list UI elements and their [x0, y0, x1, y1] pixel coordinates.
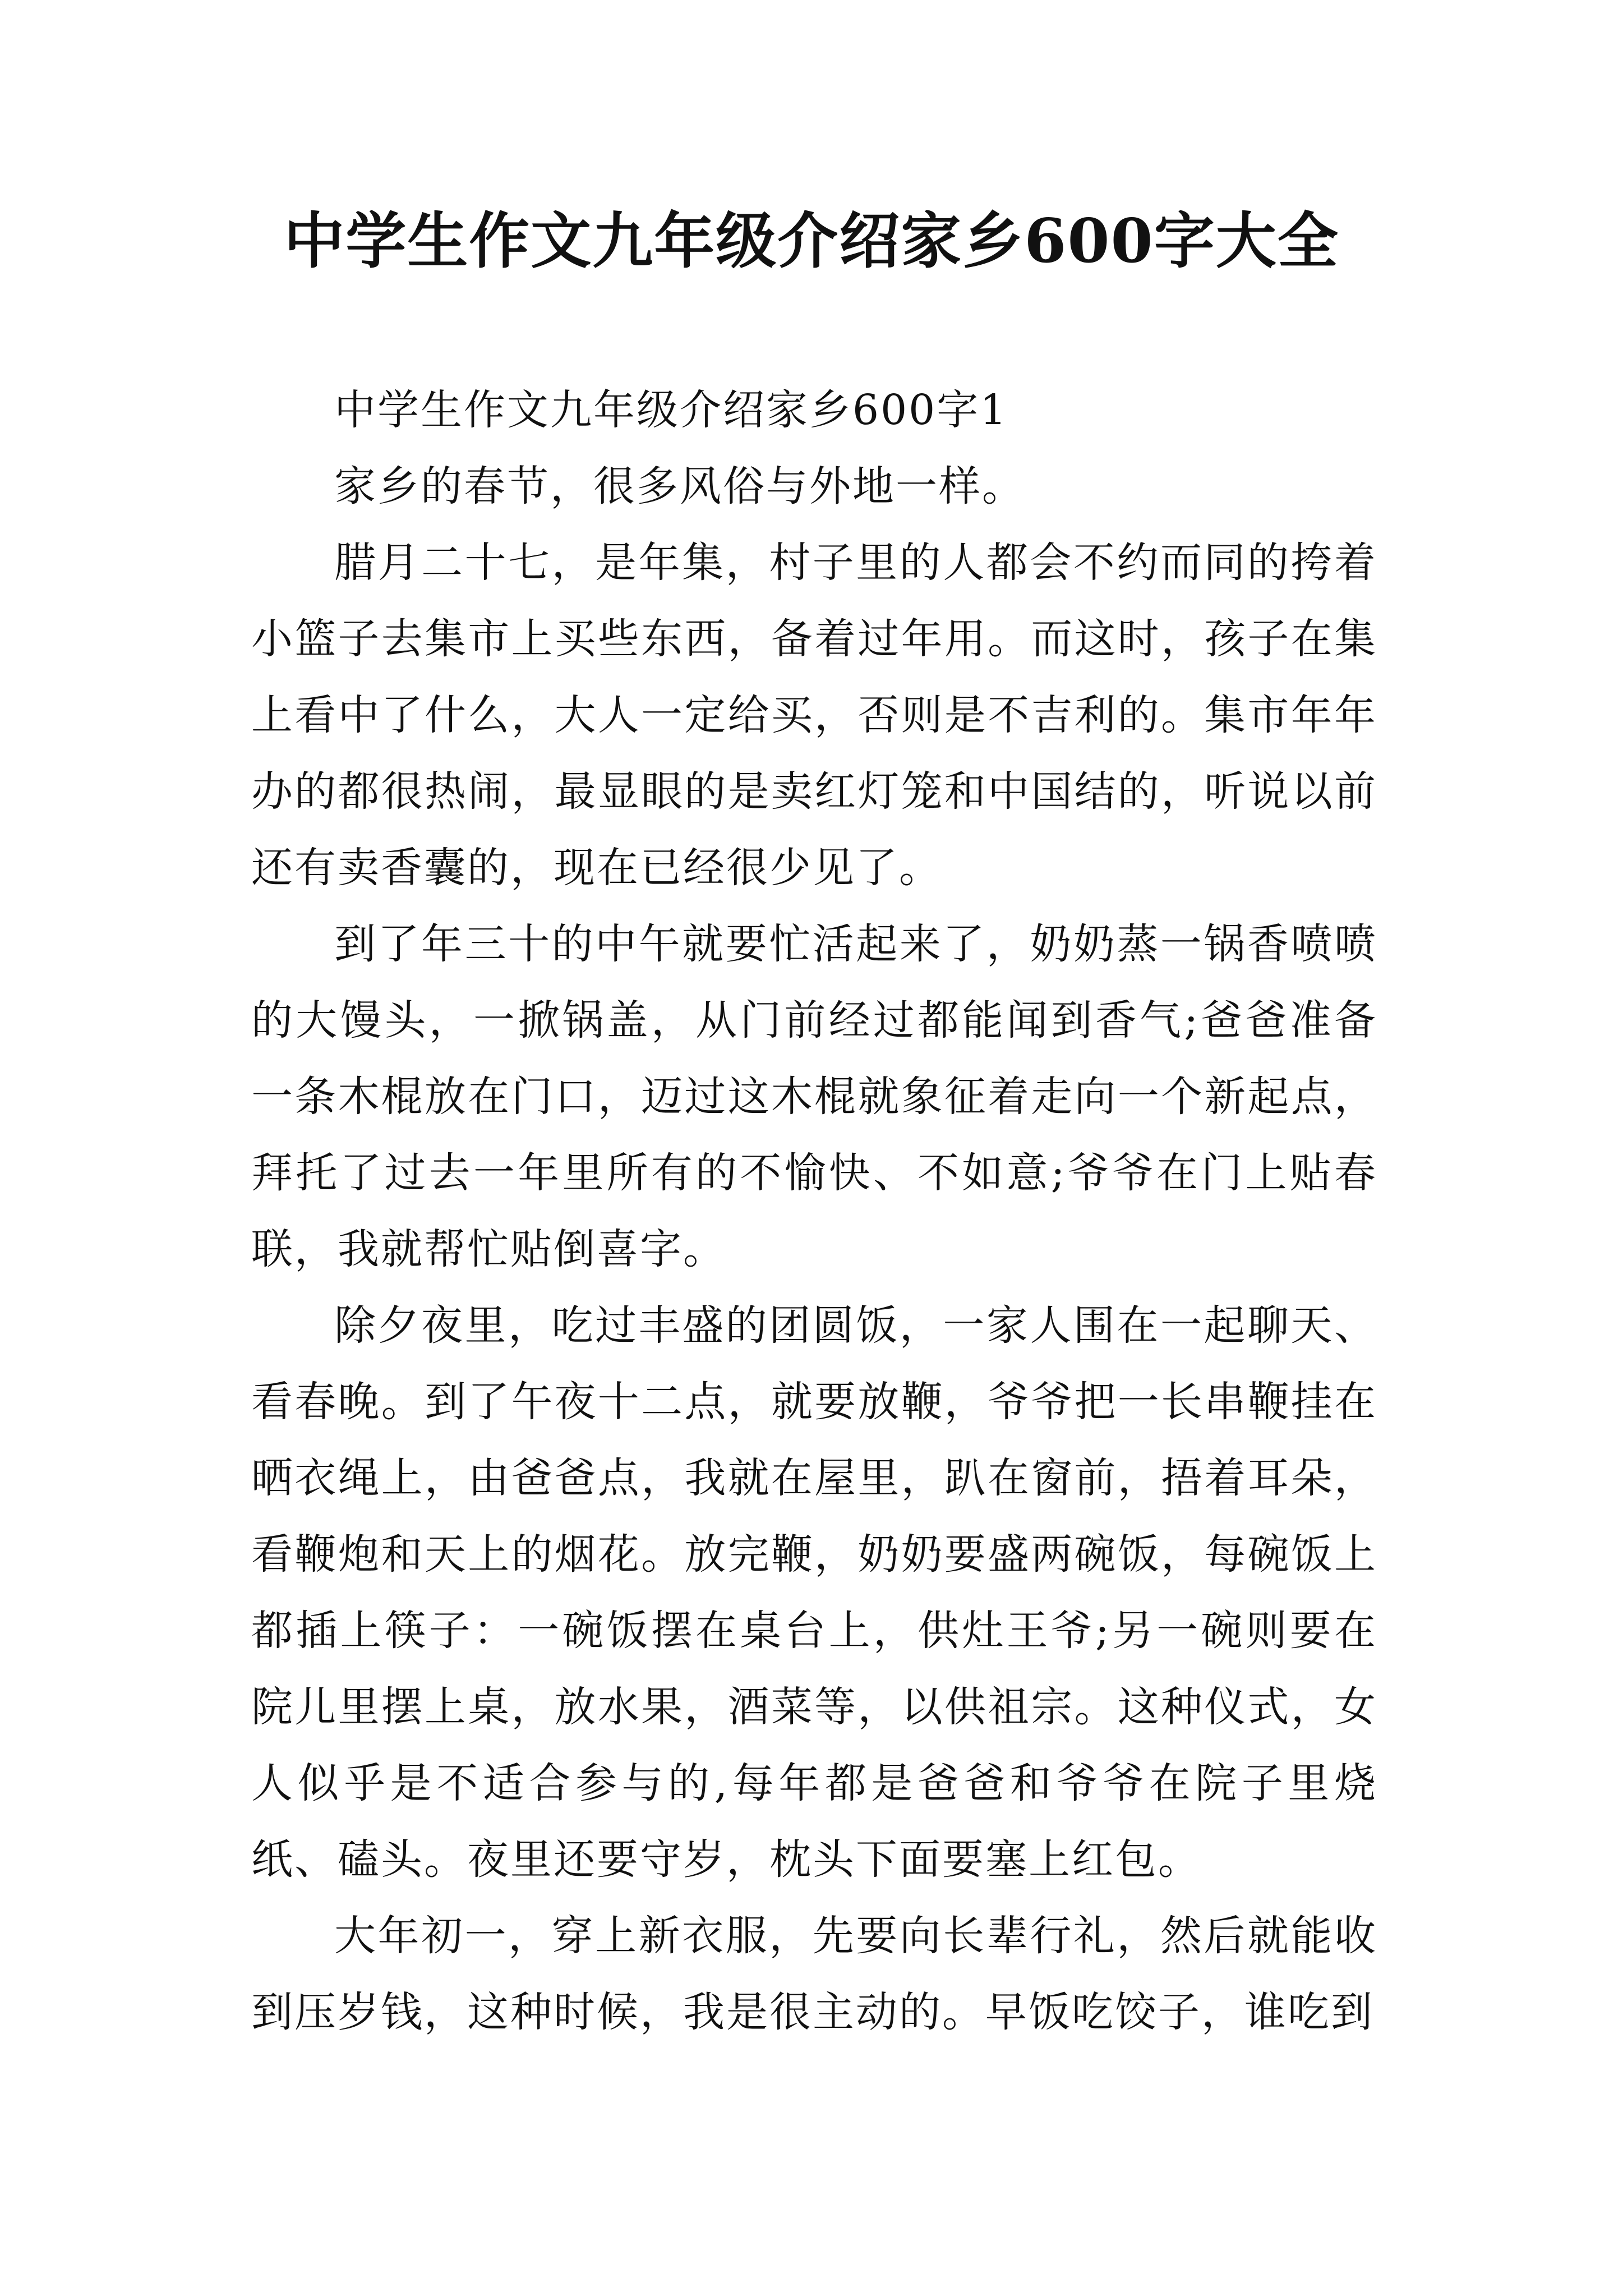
section-heading: 中学生作文九年级介绍家乡600字1: [334, 386, 1008, 434]
paragraph: 除夕夜里，吃过丰盛的团圆饭，一家人围在一起聊天、看春晚。到了午夜十二点，就要放鞭，爷爷把一长串鞭挂在晒衣绳上，由爸爸点，我就在屋里，趴在窗前，捂着耳朵，看鞭炮和天上的烟花。放完鞭，奶奶要盛两碗饭，每碗饭上都插上筷子：一碗饭摆在桌台上，供灶王爷;另一碗则要在院儿里摆上桌，放水果，酒菜等，以供祖宗。这种仪式，女人似乎是不适合参与的,每年都是爸爸和爷爷在院子里烧纸、磕头。夜里还要守岁，枕头下面要塞上红包。: [251, 1301, 1377, 1884]
document-body: [251, 372, 1377, 2050]
paragraph: 腊月二十七，是年集，村子里的人都会不约而同的挎着小篮子去集市上买些东西，备着过年用。而这时，孩子在集上看中了什么，大人一定给买，否则是不吉利的。集市年年办的都很热闹，最显眼的是卖红灯笼和中国结的，听说以前还有卖香囊的，现在已经很少见了。: [251, 539, 1377, 892]
document-title: 中学生作文九年级介绍家乡600字大全: [284, 206, 1339, 277]
paragraph: 大年初一，穿上新衣服，先要向长辈行礼，然后就能收到压岁钱，这种时候，我是很主动的。早饭吃饺子，谁吃到: [251, 1912, 1377, 2036]
paragraph: 家乡的春节，很多风俗与外地一样。: [334, 462, 1025, 510]
paragraph: 到了年三十的中午就要忙活起来了，奶奶蒸一锅香喷喷的大馒头，一掀锅盖，从门前经过都能闻到香气;爸爸准备一条木棍放在门口，迈过这木棍就象征着走向一个新起点，拜托了过去一年里所有的不愉快、不如意;爷爷在门上贴春联，我就帮忙贴倒喜字。: [251, 920, 1377, 1273]
